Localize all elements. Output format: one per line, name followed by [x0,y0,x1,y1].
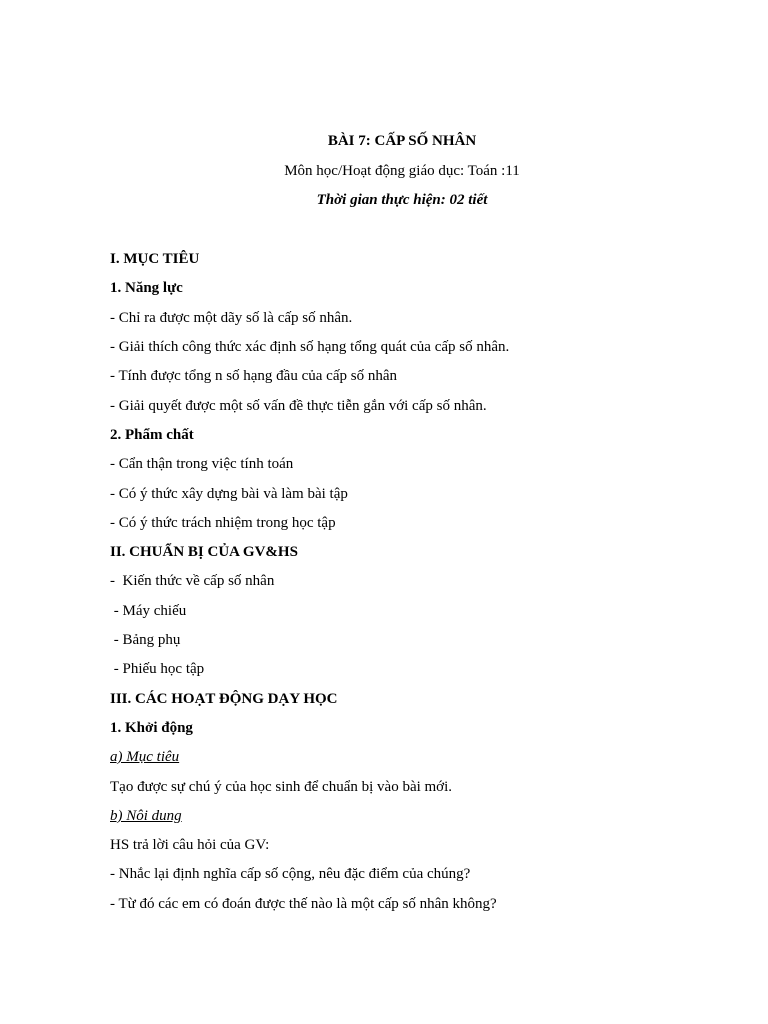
section-heading-objectives: I. MỤC TIÊU [110,251,200,267]
subheading-qualities: 2. Phẩm chất [110,427,194,443]
subheading-competence: 1. Năng lực [110,280,183,296]
list-item: - Máy chiếu [110,603,187,619]
goal-label: a) Mục tiêu [110,749,180,765]
list-item: - Cẩn thận trong việc tính toán [110,456,294,472]
list-item: - Giải quyết được một số vấn đề thực tiễn gắn với cấp số nhân. [110,398,487,414]
content-item: - Từ đó các em có đoán được thế nào là một cấp số nhân không? [110,896,497,912]
list-item: - Bảng phụ [110,632,181,648]
list-item: - Tính được tổng n số hạng đầu của cấp số nhân [110,368,397,384]
duration-line: Thời gian thực hiện: 02 tiết [316,192,488,208]
list-item: - Có ý thức trách nhiệm trong học tập [110,515,336,531]
list-item: - Có ý thức xây dựng bài và làm bài tập [110,486,348,502]
content-item: HS trả lời câu hỏi của GV: [110,837,270,853]
goal-text: Tạo được sự chú ý của học sinh để chuẩn bị vào bài mới. [110,779,453,795]
section-heading-activities: III. CÁC HOẠT ĐỘNG DẠY HỌC [110,691,338,707]
list-item: - Phiếu học tập [110,661,205,677]
content-label: b) Nôi dung [110,808,182,824]
document-title: BÀI 7: CẤP SỐ NHÂN [327,133,477,149]
list-item: - Giải thích công thức xác định số hạng tổng quát của cấp số nhân. [110,339,510,355]
section-heading-preparation: II. CHUẨN BỊ CỦA GV&HS [110,544,298,560]
content-item: - Nhắc lại định nghĩa cấp số cộng, nêu đặc điểm của chúng? [110,866,471,882]
subject-line: Môn học/Hoạt động giáo dục: Toán :11 [284,163,520,179]
list-item: - Kiến thức về cấp số nhân [110,573,275,589]
subheading-warmup: 1. Khởi động [110,720,193,736]
list-item: - Chỉ ra được một dãy số là cấp số nhân. [110,310,353,326]
